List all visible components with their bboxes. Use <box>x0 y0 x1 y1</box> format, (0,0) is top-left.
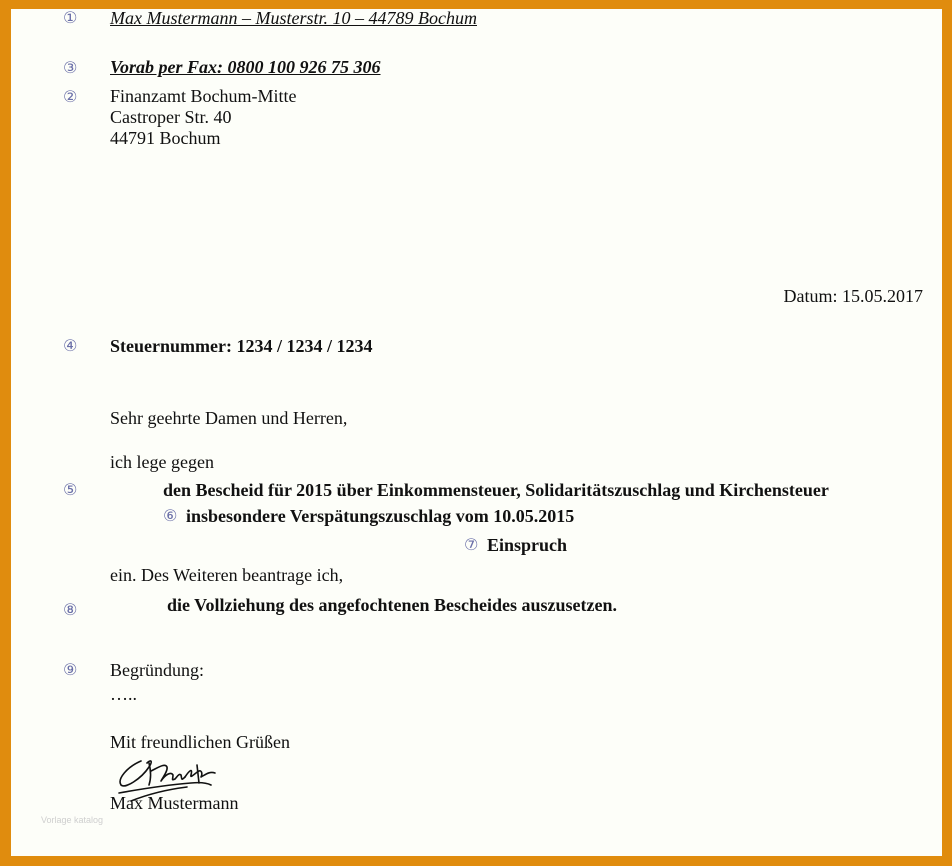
marker-8: ⑧ <box>63 600 78 619</box>
suspension-text: die Vollziehung des angefochtenen Bescheides auszusetzen. <box>167 595 618 615</box>
recipient-line-3: 44791 Bochum <box>110 128 221 148</box>
date-line: Datum: 15.05.2017 <box>783 286 923 306</box>
marker-5: ⑤ <box>63 480 78 499</box>
marker-1: ① <box>63 9 78 27</box>
recipient-line-2: Castroper Str. 40 <box>110 107 232 127</box>
reason-label: Begründung: <box>110 660 204 680</box>
decision-text: den Bescheid für 2015 über Einkommensteuer, Solidaritätszuschlag und Kirchensteuer <box>163 480 829 500</box>
fax-line: Vorab per Fax: 0800 100 926 75 306 <box>110 57 381 77</box>
tax-number: Steuernummer: 1234 / 1234 / 1234 <box>110 336 373 356</box>
objection-word: Einspruch <box>487 535 568 555</box>
closing: Mit freundlichen Grüßen <box>110 732 290 752</box>
recipient-line-1: Finanzamt Bochum-Mitte <box>110 86 297 106</box>
marker-2: ② <box>63 87 78 106</box>
marker-7: ⑦ <box>464 535 479 554</box>
intro-text: ich lege gegen <box>110 452 214 472</box>
marker-9: ⑨ <box>63 660 78 679</box>
watermark: Vorlage katalog <box>41 815 104 825</box>
further-text: ein. Des Weiteren beantrage ich, <box>110 565 344 585</box>
recipient-address <box>110 86 296 149</box>
letter-page <box>11 9 942 856</box>
marker-4: ④ <box>63 336 78 355</box>
sender-line: Max Mustermann – Musterstr. 10 – 44789 Bochum <box>110 9 477 28</box>
signature-name: Max Mustermann <box>110 793 239 813</box>
particular-text: insbesondere Verspätungszuschlag vom 10.05.2015 <box>186 506 575 526</box>
marker-6: ⑥ <box>163 506 178 525</box>
marker-3: ③ <box>63 58 78 77</box>
reason-text: ….. <box>110 684 137 704</box>
salutation: Sehr geehrte Damen und Herren, <box>110 408 348 428</box>
